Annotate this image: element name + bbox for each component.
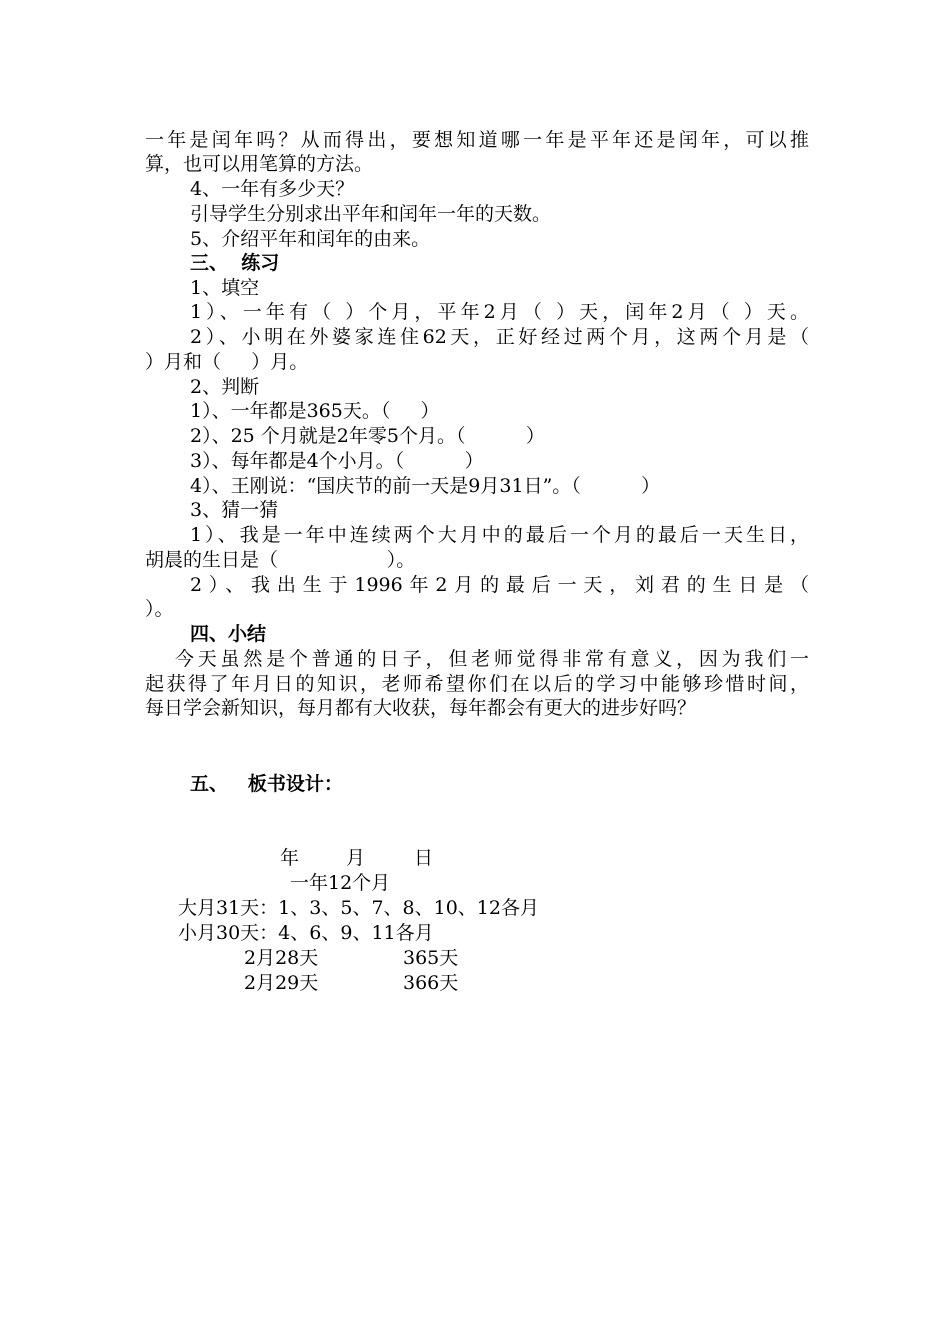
summary-line-3: 每日学会新知识，每月都有大收获，每年都会有更大的进步好吗？ [145, 697, 697, 719]
board-days366: 366天 [403, 972, 459, 994]
body-line-4: 引导学生分别求出平年和闰年一年的天数。 [190, 203, 552, 225]
practice-line-1: 1、填空 [190, 277, 260, 299]
board-title-day: 日 [414, 847, 434, 869]
summary-line-1: 今天虽然是个普通的日子，但老师觉得非常有意义，因为我们一 [175, 648, 809, 670]
practice-line-4: ）月和（ ）月。 [145, 351, 309, 373]
practice-line-9: 4）、王刚说：“国庆节的前一天是9月31日”。（ ） [190, 475, 661, 497]
practice-line-2: 1）、一年有（ ）个月，平年2月（ ）天，闰年2月（ ）天。 [190, 301, 809, 323]
practice-line-5: 2、判断 [190, 376, 260, 398]
board-days365: 365天 [403, 947, 459, 969]
board-feb29: 2月29天 [244, 972, 319, 994]
section-heading-practice: 三、 练习 [190, 252, 280, 274]
practice-line-13: 2）、我出生于1996年2月的最后一天，刘君的生日是（ [190, 574, 809, 596]
board-title-month: 月 [346, 847, 366, 869]
body-line-1: 一年是闰年吗？从而得出，要想知道哪一年是平年还是闰年，可以推 [145, 129, 809, 151]
summary-line-2: 起获得了年月日的知识，老师希望你们在以后的学习中能够珍惜时间， [145, 673, 809, 695]
body-line-3: 4、一年有多少天？ [190, 178, 355, 200]
body-line-2: 算，也可以用笔算的方法。 [145, 153, 374, 175]
board-line-3: 小月30天：4、6、9、11各月 [178, 922, 434, 944]
board-title-year: 年 [280, 847, 300, 869]
board-line-1: 一年12个月 [290, 872, 391, 894]
section-heading-board: 五、 板书设计： [190, 773, 343, 795]
practice-line-8: 3）、每年都是4个小月。（ ） [190, 450, 484, 472]
practice-line-12: 胡晨的生日是（ ）。 [145, 549, 416, 571]
section-heading-summary: 四、小结 [190, 623, 267, 645]
practice-line-7: 2）、25 个月就是2年零5个月。（ ） [190, 425, 545, 447]
practice-line-6: 1）、一年都是365天。（ ） [190, 400, 440, 422]
board-line-2: 大月31天：1、3、5、7、8、10、12各月 [178, 897, 539, 919]
practice-line-3: 2）、小明在外婆家连住62天，正好经过两个月，这两个月是（ [190, 326, 809, 348]
practice-line-11: 1）、我是一年中连续两个大月中的最后一个月的最后一天生日， [190, 524, 809, 546]
practice-line-10: 3、猜一猜 [190, 499, 279, 521]
board-feb28: 2月28天 [244, 947, 319, 969]
practice-line-14: ）。 [145, 598, 174, 620]
body-line-5: 5、介绍平年和闰年的由来。 [190, 228, 431, 250]
